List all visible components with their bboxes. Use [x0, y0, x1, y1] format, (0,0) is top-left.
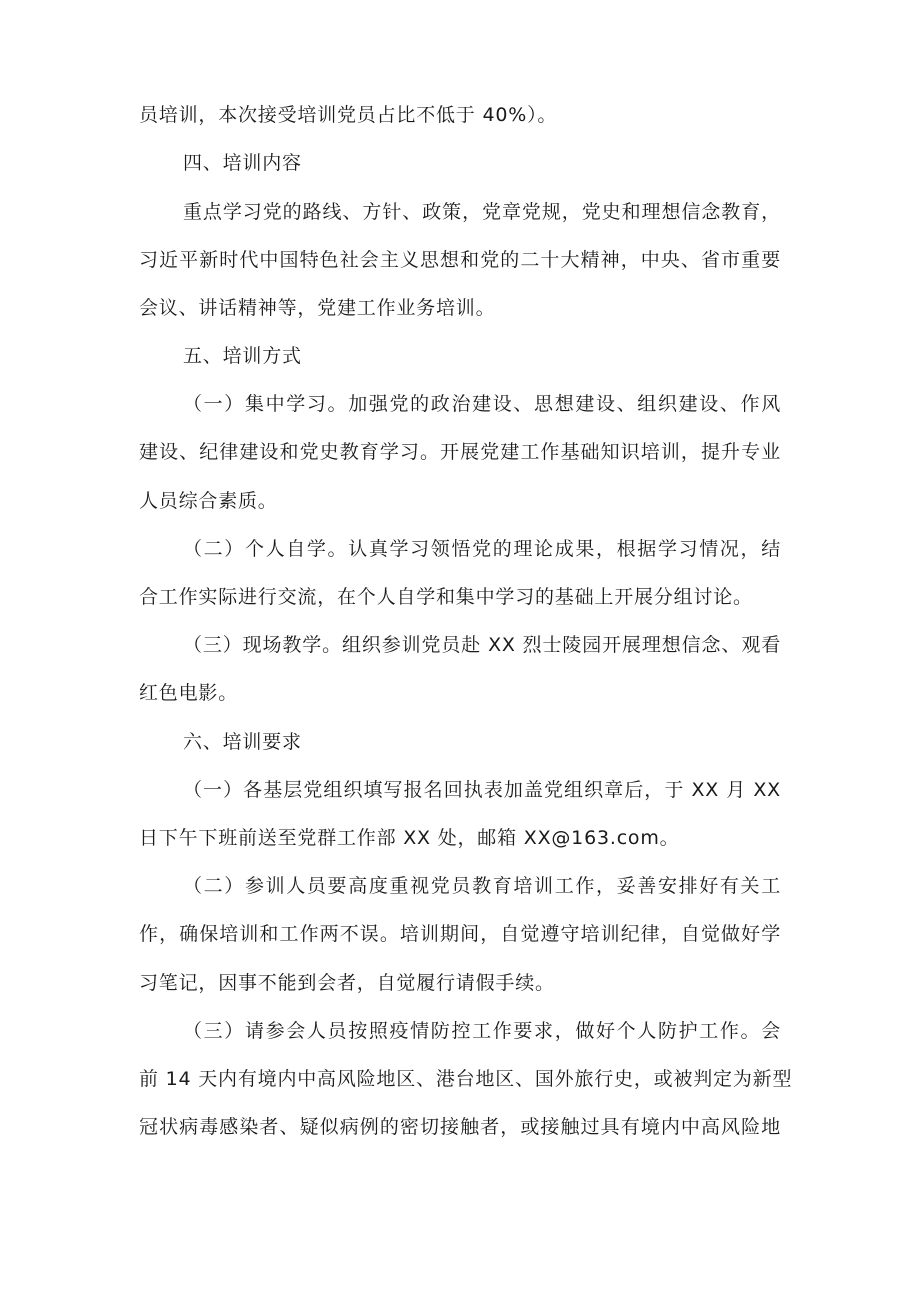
text-line-18: 作，确保培训和工作两不误。培训期间，自觉遵守培训纪律，自觉做好学 — [139, 923, 781, 945]
text-line-21: 前 14 天内有境内中高风险地区、港台地区、国外旅行史，或被判定为新型 — [139, 1068, 793, 1090]
text-line-22: 冠状病毒感染者、疑似病例的密切接触者，或接触过具有境内中高风险地 — [139, 1116, 781, 1138]
text-line-5: 会议、讲话精神等，党建工作业务培训。 — [139, 297, 496, 319]
text-line-13: 红色电影。 — [139, 682, 239, 704]
text-line-8: 建设、纪律建设和党史教育学习。开展党建工作基础知识培训，提升专业 — [139, 441, 781, 463]
text-line-3: 重点学习党的路线、方针、政策，党章党规，党史和理想信念教育， — [183, 201, 781, 223]
section-heading-training-content: 四、培训内容 — [183, 152, 302, 174]
text-line-9: 人员综合素质。 — [139, 490, 278, 512]
text-line-15: （一）各基层党组织填写报名回执表加盖党组织章后，于 XX 月 XX — [183, 779, 781, 801]
section-heading-training-requirements: 六、培训要求 — [183, 731, 302, 753]
text-line-10: （二）个人自学。认真学习领悟党的理论成果，根据学习情况，结 — [183, 538, 781, 560]
text-line-7: （一）集中学习。加强党的政治建设、思想建设、组织建设、作风 — [183, 393, 781, 415]
text-line-19: 习笔记，因事不能到会者，自觉履行请假手续。 — [139, 972, 555, 994]
text-line-17: （二）参训人员要高度重视党员教育培训工作，妥善安排好有关工 — [183, 875, 781, 897]
text-line-16: 日下午下班前送至党群工作部 XX 处，邮箱 XX@163.com。 — [139, 827, 680, 849]
text-line-1: 员培训，本次接受培训党员占比不低于 40%）。 — [139, 104, 558, 126]
text-line-11: 合工作实际进行交流，在个人自学和集中学习的基础上开展分组讨论。 — [139, 586, 753, 608]
section-heading-training-method: 五、培训方式 — [183, 345, 302, 367]
text-line-20: （三）请参会人员按照疫情防控工作要求，做好个人防护工作。会 — [183, 1020, 781, 1042]
text-line-12: （三）现场教学。组织参训党员赴 XX 烈士陵园开展理想信念、观看 — [183, 634, 781, 656]
text-line-4: 习近平新时代中国特色社会主义思想和党的二十大精神，中央、省市重要 — [139, 249, 781, 271]
